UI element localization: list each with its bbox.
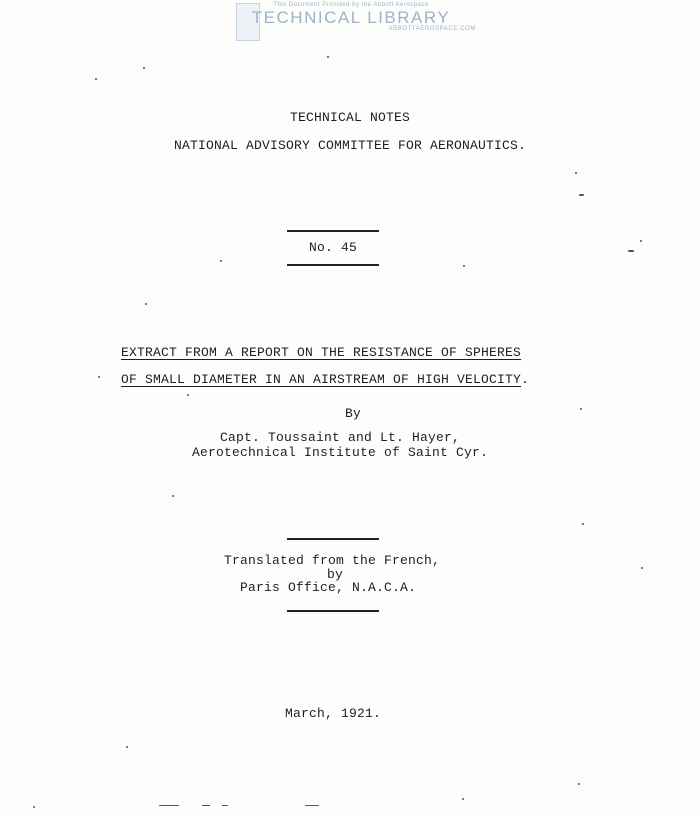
rule-below-number — [287, 264, 379, 266]
rule-above-number — [287, 230, 379, 232]
translation-line-2: Paris Office, N.A.C.A. — [239, 580, 417, 595]
watermark-url: ABBOTTAEROSPACE.COM — [388, 26, 476, 32]
watermark-tagline: This Document Provided by the Abbott Aerospace — [273, 2, 429, 8]
rule-below-translation — [287, 610, 379, 612]
watermark-title: TECHNICAL LIBRARY — [251, 8, 451, 27]
title-line-2 — [121, 372, 529, 387]
byline-by: By — [344, 406, 361, 421]
title-line-2-period: . — [521, 372, 530, 387]
organization-name: NATIONAL ADVISORY COMMITTEE FOR AERONAUTICS. — [173, 138, 527, 153]
title-line-1: EXTRACT FROM A REPORT ON THE RESISTANCE OF SPHERES — [121, 345, 522, 360]
note-number: No. 45 — [308, 240, 357, 255]
byline-authors: Capt. Toussaint and Lt. Hayer, — [219, 430, 461, 445]
date: March, 1921. — [284, 706, 381, 721]
byline-institution: Aerotechnical Institute of Saint Cyr. — [191, 445, 489, 460]
series-title: TECHNICAL NOTES — [289, 110, 411, 125]
title-line-2-text: OF SMALL DIAMETER IN AN AIRSTREAM OF HIGH VELOCITY — [121, 372, 522, 387]
translation-line-1: Translated from the French, — [223, 553, 441, 568]
translation-by: by — [326, 567, 343, 582]
rule-above-translation — [287, 538, 379, 540]
